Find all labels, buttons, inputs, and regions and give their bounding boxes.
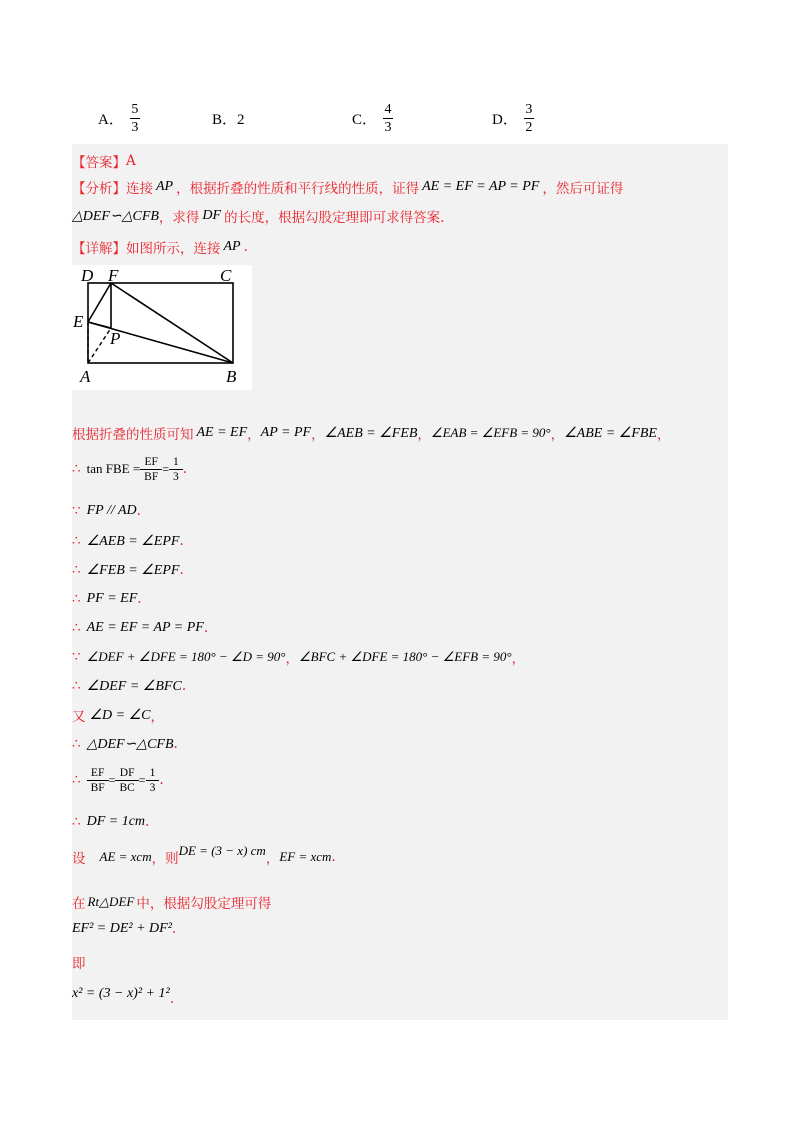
step-3-end: . bbox=[136, 503, 141, 519]
step-5-end: . bbox=[179, 562, 184, 578]
step-5-symbol: ∴ bbox=[72, 562, 81, 578]
analysis-line-1 bbox=[72, 176, 623, 198]
step-6-math: PF = EF bbox=[86, 591, 138, 606]
step-7-end: . bbox=[203, 620, 209, 636]
option-a-numerator: 5 bbox=[131, 101, 139, 117]
step-9-end: . bbox=[181, 678, 187, 694]
step-11-end: . bbox=[173, 736, 178, 752]
step-4-end: . bbox=[179, 533, 184, 549]
step-4 bbox=[72, 530, 184, 552]
step-10 bbox=[72, 704, 164, 726]
option-d[interactable] bbox=[492, 98, 534, 138]
step-2 bbox=[72, 452, 187, 486]
option-d-label: D． bbox=[492, 111, 518, 128]
step-14-text-1: 设 bbox=[72, 851, 86, 867]
step-7-symbol: ∴ bbox=[72, 620, 81, 636]
step-2-fraction-1 bbox=[142, 456, 160, 483]
step-12-eq-2: = bbox=[138, 772, 146, 787]
step-8-math-1: ∠DEF + ∠DFE = 180° − ∠D = 90° bbox=[86, 649, 286, 664]
step-11 bbox=[72, 733, 178, 755]
step-2-fraction-2-den: 3 bbox=[173, 470, 179, 483]
step-1-math-3: ∠AEB = ∠FEB bbox=[324, 425, 418, 441]
analysis-text-5: 的长度，根据勾股定理即可求得答案. bbox=[224, 210, 445, 226]
step-8-comma: ， bbox=[285, 651, 299, 667]
step-14-math-2: DE = (3 − x) cm bbox=[178, 843, 266, 858]
step-1-math-4: ∠EAB = ∠EFB = 90° bbox=[430, 425, 551, 440]
step-1 bbox=[72, 422, 670, 444]
label-c: C bbox=[220, 266, 232, 285]
step-14-comma: ， bbox=[265, 851, 280, 867]
step-12-fraction-3 bbox=[148, 767, 158, 794]
label-p: P bbox=[110, 329, 121, 348]
step-3-math: FP // AD bbox=[86, 503, 137, 518]
step-1-math-2: AP = PF bbox=[260, 425, 312, 440]
step-1-comma-4: ， bbox=[550, 427, 565, 443]
step-7 bbox=[72, 617, 208, 639]
step-6-symbol: ∴ bbox=[72, 591, 81, 607]
analysis-text-4: ，求得 bbox=[158, 210, 200, 226]
answer-line bbox=[72, 150, 136, 172]
step-12-fraction-2-num: DF bbox=[119, 766, 135, 779]
step-5-math: ∠FEB = ∠EPF bbox=[86, 562, 180, 578]
answer-value: A bbox=[126, 153, 136, 169]
analysis-math-1: AP bbox=[156, 179, 174, 194]
detail-tag: 【详解】 bbox=[72, 241, 126, 257]
analysis-text-1: 连接 bbox=[126, 181, 153, 197]
step-12-fraction-1-den: BF bbox=[90, 781, 105, 794]
option-c-denominator: 3 bbox=[384, 119, 392, 135]
step-15-math: Rt△DEF bbox=[87, 894, 135, 909]
step-18 bbox=[72, 982, 174, 1006]
step-12-fraction-2-den: BC bbox=[119, 781, 135, 794]
step-16-end: . bbox=[171, 921, 177, 937]
step-18-end: . bbox=[169, 991, 174, 1007]
step-8-symbol: ∵ bbox=[72, 649, 81, 665]
option-a-label: A． bbox=[98, 111, 124, 128]
step-15-text-1: 在 bbox=[72, 896, 86, 912]
step-13-symbol: ∴ bbox=[72, 814, 81, 830]
step-17-text: 即 bbox=[72, 956, 86, 972]
step-2-end: . bbox=[182, 461, 188, 477]
option-c-numerator: 4 bbox=[384, 101, 392, 117]
step-15 bbox=[72, 891, 271, 913]
label-e: E bbox=[73, 312, 84, 331]
step-18-math: x² = (3 − x)² + 1² bbox=[72, 986, 170, 1001]
step-8 bbox=[72, 646, 525, 668]
step-2-fraction-2 bbox=[171, 456, 181, 483]
label-d: D bbox=[81, 266, 94, 285]
step-2-fraction-2-num: 1 bbox=[173, 455, 179, 468]
step-6-end: . bbox=[137, 591, 142, 607]
step-3-symbol: ∵ bbox=[72, 503, 81, 519]
step-12-symbol: ∴ bbox=[72, 772, 81, 788]
analysis-math-3: △DEF∽△CFB bbox=[72, 208, 159, 224]
step-12-fraction-1 bbox=[89, 767, 107, 794]
step-12-fraction-2 bbox=[117, 767, 136, 794]
step-2-fraction-1-den: BF bbox=[144, 470, 159, 483]
step-16 bbox=[72, 918, 176, 940]
option-d-fraction bbox=[524, 102, 534, 135]
analysis-line-2 bbox=[72, 205, 444, 227]
analysis-math-4: DF bbox=[202, 208, 222, 223]
step-4-symbol: ∴ bbox=[72, 533, 81, 549]
step-14-text-2: ，则 bbox=[151, 851, 179, 867]
option-a-denominator: 3 bbox=[131, 119, 139, 135]
step-1-comma-5: ， bbox=[656, 427, 671, 443]
step-12-end: . bbox=[159, 772, 164, 788]
label-a: A bbox=[80, 367, 91, 386]
label-b: B bbox=[226, 367, 237, 386]
label-f: F bbox=[108, 266, 119, 285]
option-c[interactable] bbox=[352, 98, 393, 138]
step-13 bbox=[72, 811, 149, 833]
step-13-math: DF = 1cm bbox=[86, 814, 146, 829]
step-2-eq: = bbox=[162, 461, 170, 476]
step-11-math: △DEF∽△CFB bbox=[86, 736, 174, 752]
step-12-eq-1: = bbox=[108, 772, 116, 787]
option-b[interactable] bbox=[212, 98, 245, 138]
step-17 bbox=[72, 951, 86, 973]
step-12-fraction-1-num: EF bbox=[90, 766, 105, 779]
step-12-fraction-3-num: 1 bbox=[149, 766, 156, 779]
analysis-tag: 【分析】 bbox=[72, 181, 126, 197]
step-5 bbox=[72, 559, 184, 581]
step-1-comma-2: ， bbox=[311, 427, 325, 443]
detail-line bbox=[72, 236, 248, 258]
option-d-numerator: 3 bbox=[525, 101, 533, 117]
option-a-fraction bbox=[130, 102, 140, 135]
step-6 bbox=[72, 588, 142, 610]
step-4-math: ∠AEB = ∠EPF bbox=[86, 533, 180, 549]
step-11-symbol: ∴ bbox=[72, 736, 81, 752]
step-2-symbol: ∴ bbox=[72, 461, 81, 477]
step-2-fraction-1-num: EF bbox=[144, 455, 158, 468]
step-10-symbol: 又 bbox=[72, 709, 86, 725]
step-1-comma-1: ， bbox=[247, 427, 261, 443]
options-row bbox=[0, 98, 800, 138]
step-10-math: ∠D = ∠C bbox=[89, 707, 151, 723]
option-c-fraction bbox=[383, 102, 393, 135]
step-9 bbox=[72, 675, 186, 697]
step-7-math: AE = EF = AP = PF bbox=[86, 620, 204, 635]
analysis-text-2: ，根据折叠的性质和平行线的性质，证得 bbox=[176, 181, 420, 197]
step-14-end: . bbox=[331, 849, 336, 865]
option-d-denominator: 2 bbox=[525, 119, 533, 135]
step-16-math: EF² = DE² + DF² bbox=[72, 921, 172, 936]
step-1-comma-3: ， bbox=[417, 427, 431, 443]
step-3 bbox=[72, 500, 141, 522]
step-8-end: ， bbox=[511, 651, 526, 667]
step-1-text: 根据折叠的性质可知 bbox=[72, 427, 194, 443]
step-1-math-5: ∠ABE = ∠FBE bbox=[564, 425, 657, 441]
step-13-end: . bbox=[145, 814, 150, 830]
step-8-math-2: ∠BFC + ∠DFE = 180° − ∠EFB = 90° bbox=[298, 649, 512, 664]
analysis-math-2: AE = EF = AP = PF bbox=[422, 179, 540, 194]
detail-text-1: 如图所示，连接 bbox=[126, 241, 221, 257]
step-14-math-3: EF = xcm bbox=[279, 849, 332, 864]
step-12 bbox=[72, 762, 164, 798]
answer-tag: 【答案】 bbox=[72, 155, 126, 171]
option-a[interactable] bbox=[98, 98, 140, 138]
analysis-text-3: ，然后可证得 bbox=[542, 181, 624, 197]
step-9-math: ∠DEF = ∠BFC bbox=[86, 678, 182, 694]
detail-text-2: . bbox=[243, 239, 248, 255]
option-b-label: B．2 bbox=[212, 111, 245, 128]
step-2-math-1: tan FBE = bbox=[86, 461, 141, 476]
step-14-math-1: AE = xcm bbox=[99, 849, 152, 864]
step-14 bbox=[72, 844, 336, 870]
option-c-label: C． bbox=[352, 111, 378, 128]
step-9-symbol: ∴ bbox=[72, 678, 81, 694]
step-12-fraction-3-den: 3 bbox=[149, 781, 156, 794]
step-15-text-2: 中，根据勾股定理可得 bbox=[136, 896, 272, 912]
step-1-math-1: AE = EF bbox=[196, 425, 248, 440]
geometry-figure bbox=[72, 265, 252, 390]
detail-math-1: AP bbox=[223, 239, 241, 254]
step-10-end: ， bbox=[150, 709, 164, 725]
